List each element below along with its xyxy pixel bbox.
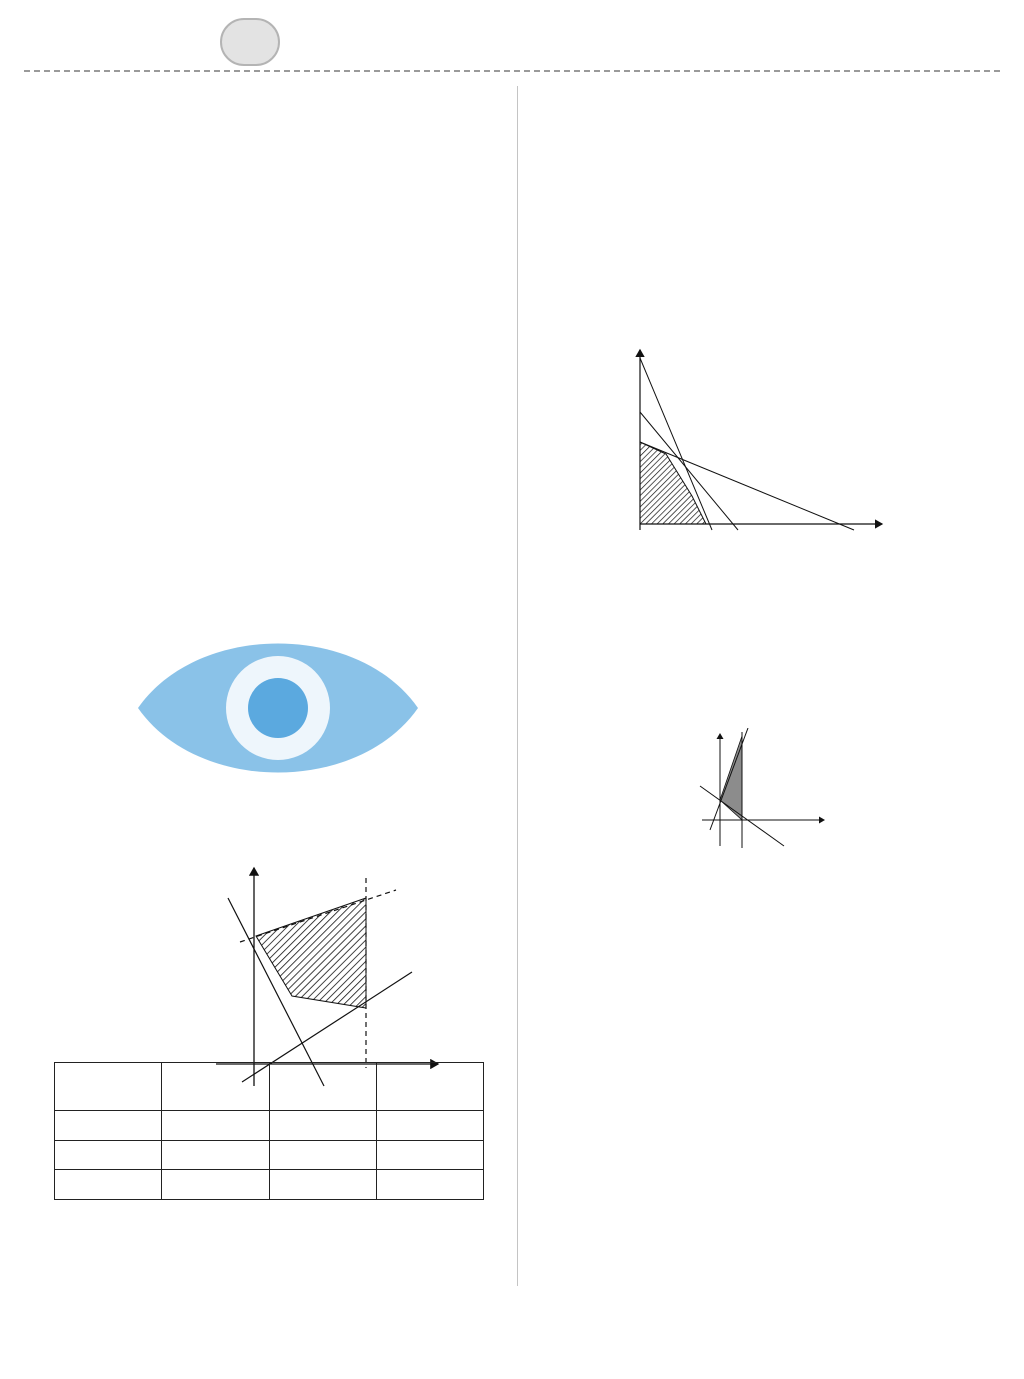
table-cell (269, 1111, 376, 1141)
answer-line (532, 1156, 998, 1182)
header-title (296, 28, 976, 58)
answer-line (26, 444, 504, 470)
figure-12-graph (692, 728, 832, 854)
answer-line (532, 1278, 998, 1304)
row-label (55, 1140, 162, 1170)
table-cell (162, 1170, 269, 1200)
answer-line (532, 892, 998, 918)
resource-table (54, 1062, 484, 1200)
answer-line (26, 612, 504, 638)
answer-line (532, 1182, 998, 1208)
answer-line (26, 780, 504, 806)
feasible-region (256, 898, 366, 1008)
text-line (26, 298, 504, 324)
table-cell (269, 1140, 376, 1170)
answer-line (26, 540, 504, 566)
text-line (532, 302, 998, 328)
section-heading (26, 360, 504, 386)
text-line (532, 132, 998, 158)
answer-line (532, 1240, 998, 1266)
answer-line (532, 1104, 998, 1130)
table-cell (376, 1111, 483, 1141)
text-line (26, 196, 504, 222)
column-header (376, 1063, 483, 1111)
text-line (26, 272, 504, 298)
answer-line (26, 468, 504, 494)
answer-line (26, 492, 504, 518)
answer-line (532, 532, 998, 558)
answer-line (532, 992, 998, 1018)
table-cell (162, 1111, 269, 1141)
answer-line (532, 610, 998, 636)
crown-logo-icon (220, 18, 280, 66)
answer-line (26, 564, 504, 590)
answer-line (26, 828, 504, 854)
text-line (532, 210, 998, 236)
column-header (162, 1063, 269, 1111)
answer-line (532, 1040, 998, 1066)
page-header (24, 14, 1000, 72)
text-line (532, 106, 998, 132)
text-line (26, 238, 504, 264)
answer-line (532, 564, 998, 590)
answer-line (26, 708, 504, 734)
text-line (26, 162, 504, 188)
answer-line (26, 660, 504, 686)
answer-line (532, 1208, 998, 1234)
table-cell (162, 1140, 269, 1170)
subsection-heading (26, 392, 504, 418)
figure-12 (692, 728, 832, 854)
feasible-region (720, 736, 742, 820)
text-line (532, 236, 998, 262)
text-line (26, 124, 504, 150)
answer-line (26, 588, 504, 614)
answer-line (26, 636, 504, 662)
answer-line (532, 674, 998, 700)
answer-line (532, 700, 998, 726)
text-line (532, 80, 998, 106)
column-header (269, 1063, 376, 1111)
page-number (904, 1330, 960, 1364)
table-cell (376, 1170, 483, 1200)
row-label (55, 1170, 162, 1200)
answer-line (532, 952, 998, 978)
figure-caption (532, 866, 998, 888)
text-line (26, 88, 504, 114)
answer-line (532, 1130, 998, 1156)
answer-line (26, 756, 504, 782)
text-line (532, 158, 998, 184)
figure-caption (532, 504, 998, 526)
right-column (532, 80, 998, 1305)
answer-line (26, 804, 504, 830)
answer-line (26, 732, 504, 758)
answer-line (26, 684, 504, 710)
table-cell (376, 1140, 483, 1170)
table-cell (269, 1170, 376, 1200)
answer-line (532, 922, 998, 948)
answer-line (26, 516, 504, 542)
answer-line (532, 648, 998, 674)
row-label (55, 1111, 162, 1141)
answer-line (26, 420, 504, 446)
text-line (26, 324, 504, 350)
table-corner-header (55, 1063, 162, 1111)
column-divider (517, 86, 518, 1286)
text-line (532, 184, 998, 210)
answer-line (532, 1078, 998, 1104)
